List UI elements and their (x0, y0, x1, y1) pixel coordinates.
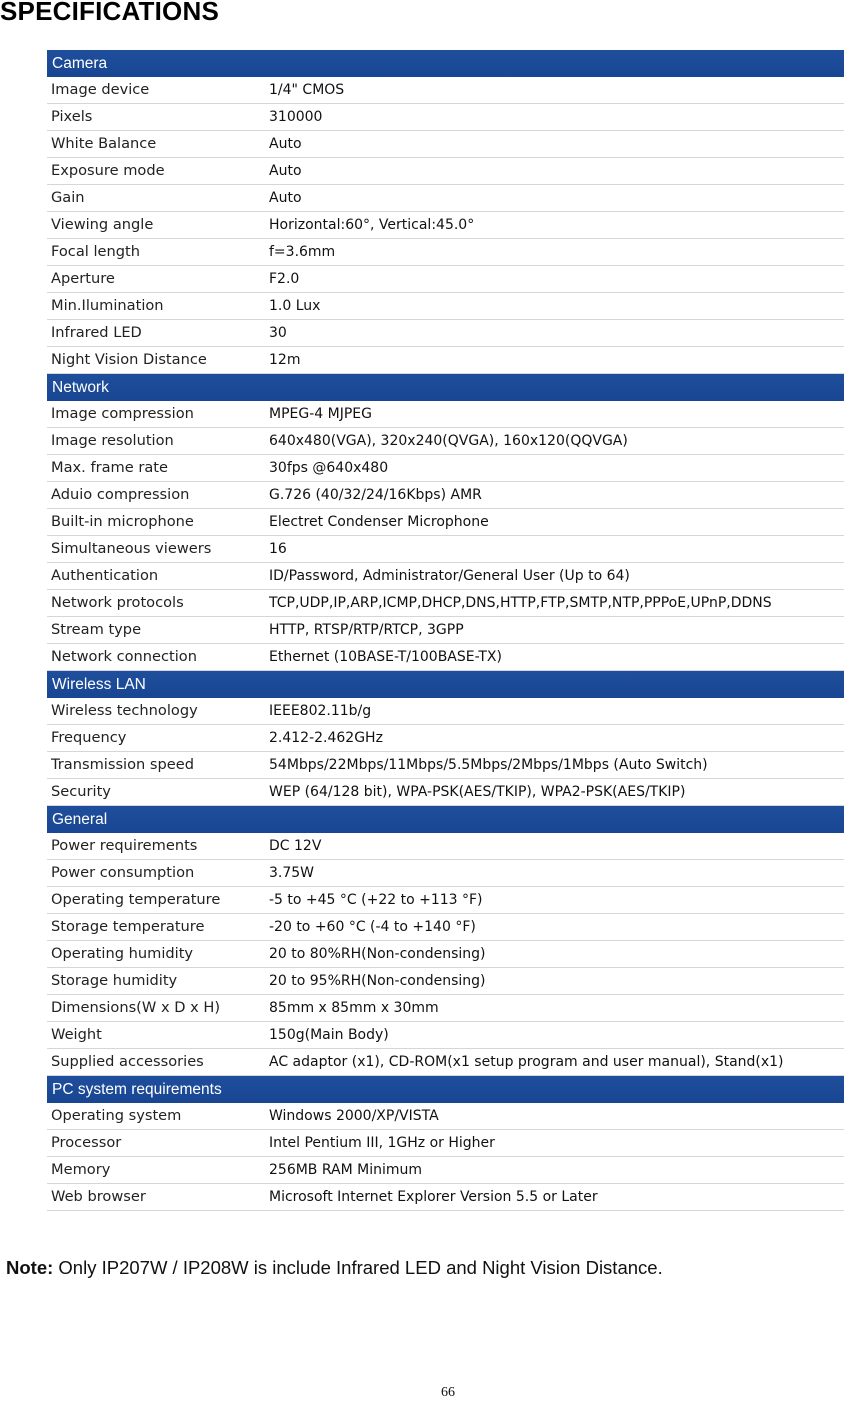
spec-value: 20 to 80%RH(Non-condensing) (269, 946, 486, 962)
spec-row (47, 401, 844, 428)
spec-row (47, 482, 844, 509)
spec-value: Auto (269, 190, 302, 206)
spec-label: Infrared LED (51, 324, 142, 341)
spec-value: IEEE802.11b/g (269, 703, 372, 719)
spec-row (47, 914, 844, 941)
spec-label: Weight (51, 1026, 102, 1043)
spec-value: Auto (269, 136, 302, 152)
spec-row (47, 1184, 844, 1211)
spec-label: Night Vision Distance (51, 351, 207, 368)
spec-label: Supplied accessories (51, 1053, 204, 1070)
spec-label: Operating system (51, 1107, 182, 1124)
spec-value: 1.0 Lux (269, 298, 321, 314)
spec-row (47, 1049, 844, 1076)
spec-value: 12m (269, 352, 301, 368)
spec-row (47, 536, 844, 563)
spec-label: Gain (51, 189, 85, 206)
spec-value: Electret Condenser Microphone (269, 514, 489, 530)
spec-row (47, 1103, 844, 1130)
spec-label: Dimensions(W x D x H) (51, 999, 221, 1016)
spec-label: Image resolution (51, 432, 174, 449)
section-header: General (47, 806, 844, 833)
spec-row (47, 185, 844, 212)
spec-label: Web browser (51, 1188, 146, 1205)
note-text: Only IP207W / IP208W is include Infrared LED and Night Vision Distance. (53, 1257, 663, 1278)
spec-label: Storage humidity (51, 972, 178, 989)
spec-value: AC adaptor (x1), CD-ROM(x1 setup program and user manual), Stand(x1) (269, 1054, 784, 1070)
spec-row (47, 293, 844, 320)
spec-value: TCP,UDP,IP,ARP,ICMP,DHCP,DNS,HTTP,FTP,SMTP,NTP,PPPoE,UPnP,DDNS (269, 595, 772, 611)
spec-label: Operating humidity (51, 945, 194, 962)
spec-value: DC 12V (269, 838, 322, 854)
note-label: Note: (6, 1257, 54, 1278)
spec-row (47, 1022, 844, 1049)
spec-label: Frequency (51, 729, 127, 746)
spec-label: Operating temperature (51, 891, 221, 908)
spec-row (47, 266, 844, 293)
spec-value: f=3.6mm (269, 244, 336, 260)
spec-value: Horizontal:60°, Vertical:45.0° (269, 217, 475, 233)
spec-label: White Balance (51, 135, 157, 152)
spec-label: Stream type (51, 621, 142, 638)
spec-label: Viewing angle (51, 216, 154, 233)
spec-row (47, 887, 844, 914)
spec-row (47, 455, 844, 482)
spec-label: Built-in microphone (51, 513, 194, 530)
section-header: Camera (47, 50, 844, 77)
specifications-table (47, 50, 844, 1211)
spec-label: Security (51, 783, 111, 800)
spec-label: Memory (51, 1161, 111, 1178)
spec-row (47, 752, 844, 779)
spec-label: Network protocols (51, 594, 184, 611)
spec-value: WEP (64/128 bit), WPA-PSK(AES/TKIP), WPA2-PSK(AES/TKIP) (269, 784, 686, 800)
spec-value: -20 to +60 °C (-4 to +140 °F) (269, 919, 476, 935)
spec-value: Auto (269, 163, 302, 179)
spec-row (47, 860, 844, 887)
spec-value: F2.0 (269, 271, 300, 287)
spec-value: 20 to 95%RH(Non-condensing) (269, 973, 486, 989)
spec-row (47, 104, 844, 131)
spec-value: HTTP, RTSP/RTP/RTCP, 3GPP (269, 622, 464, 638)
spec-value: 30fps @640x480 (269, 460, 389, 476)
spec-row (47, 617, 844, 644)
spec-value: 256MB RAM Minimum (269, 1162, 423, 1178)
spec-label: Max. frame rate (51, 459, 169, 476)
spec-row (47, 239, 844, 266)
spec-row (47, 347, 844, 374)
spec-label: Pixels (51, 108, 93, 125)
spec-label: Focal length (51, 243, 140, 260)
spec-value: 640x480(VGA), 320x240(QVGA), 160x120(QQVGA) (269, 433, 628, 449)
spec-label: Exposure mode (51, 162, 165, 179)
spec-row (47, 968, 844, 995)
spec-value: 150g(Main Body) (269, 1027, 389, 1043)
spec-label: Min.Ilumination (51, 297, 164, 314)
spec-value: 3.75W (269, 865, 315, 881)
spec-value: Microsoft Internet Explorer Version 5.5 or Later (269, 1189, 598, 1205)
spec-value: 16 (269, 541, 287, 557)
spec-row (47, 563, 844, 590)
page-number: 66 (441, 1385, 455, 1400)
spec-value: Intel Pentium III, 1GHz or Higher (269, 1135, 495, 1151)
spec-value: 30 (269, 325, 287, 341)
spec-row (47, 698, 844, 725)
spec-value: 2.412-2.462GHz (269, 730, 383, 746)
spec-label: Wireless technology (51, 702, 198, 719)
spec-label: Storage temperature (51, 918, 205, 935)
spec-value: Windows 2000/XP/VISTA (269, 1108, 439, 1124)
spec-label: Simultaneous viewers (51, 540, 212, 557)
footnote (6, 1257, 663, 1279)
spec-value: 1/4" CMOS (269, 82, 345, 98)
spec-row (47, 77, 844, 104)
spec-row (47, 590, 844, 617)
spec-label: Transmission speed (51, 756, 195, 773)
section-header: PC system requirements (47, 1076, 844, 1103)
spec-row (47, 1157, 844, 1184)
spec-row (47, 995, 844, 1022)
spec-value: MPEG-4 MJPEG (269, 406, 372, 422)
spec-row (47, 509, 844, 536)
spec-label: Image device (51, 81, 150, 98)
spec-row (47, 212, 844, 239)
spec-value: Ethernet (10BASE-T/100BASE-TX) (269, 649, 502, 665)
spec-row (47, 725, 844, 752)
spec-label: Aduio compression (51, 486, 190, 503)
spec-label: Image compression (51, 405, 194, 422)
spec-row (47, 833, 844, 860)
spec-value: -5 to +45 °C (+22 to +113 °F) (269, 892, 483, 908)
spec-row (47, 158, 844, 185)
spec-row (47, 1130, 844, 1157)
spec-row (47, 428, 844, 455)
spec-value: 310000 (269, 109, 323, 125)
section-header: Wireless LAN (47, 671, 844, 698)
spec-label: Network connection (51, 648, 197, 665)
page-title: SPECIFICATIONS (0, 0, 220, 26)
spec-row (47, 320, 844, 347)
spec-row (47, 941, 844, 968)
spec-label: Aperture (51, 270, 115, 287)
spec-value: 85mm x 85mm x 30mm (269, 1000, 439, 1016)
spec-row (47, 644, 844, 671)
spec-label: Authentication (51, 567, 159, 584)
spec-value: G.726 (40/32/24/16Kbps) AMR (269, 487, 482, 503)
spec-label: Power consumption (51, 864, 195, 881)
section-header: Network (47, 374, 844, 401)
spec-label: Power requirements (51, 837, 198, 854)
spec-value: 54Mbps/22Mbps/11Mbps/5.5Mbps/2Mbps/1Mbps (Auto Switch) (269, 757, 708, 773)
spec-row (47, 779, 844, 806)
spec-value: ID/Password, Administrator/General User (Up to 64) (269, 568, 630, 584)
spec-row (47, 131, 844, 158)
spec-label: Processor (51, 1134, 122, 1151)
